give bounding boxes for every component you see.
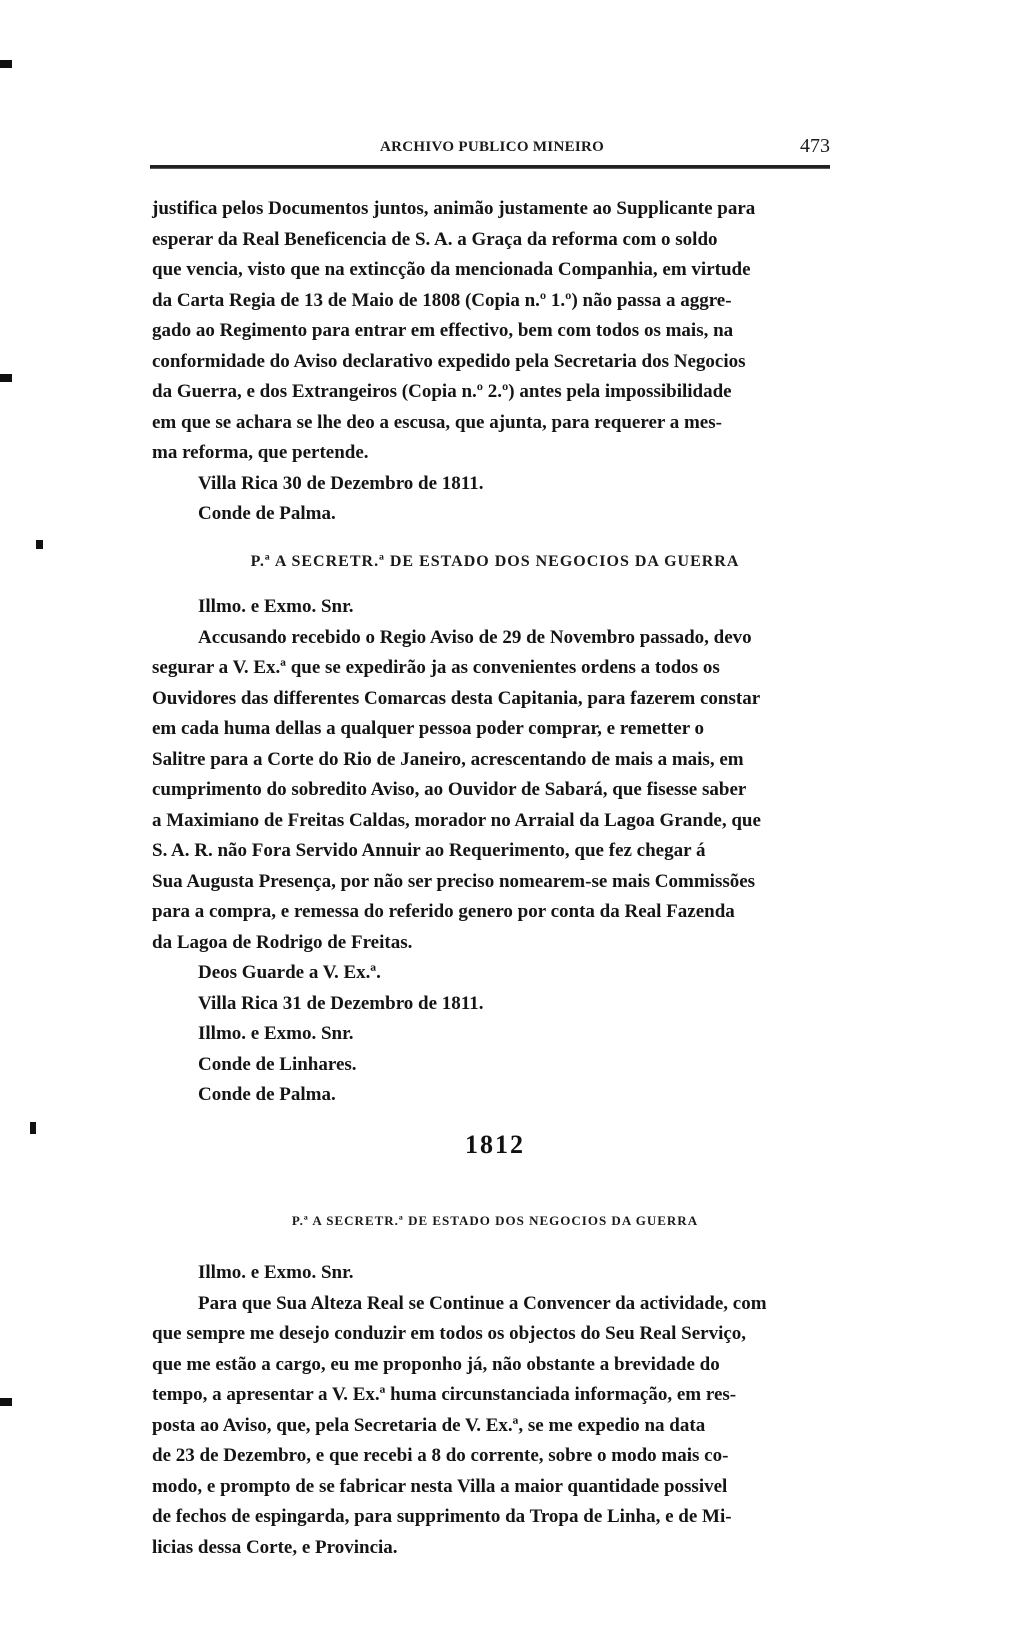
text-line: a Maximiano de Freitas Caldas, morador no Arraial da Lagoa Grande, que: [152, 809, 761, 831]
closing: Deos Guarde a V. Ex.ª.: [198, 962, 381, 983]
page-header: [150, 131, 830, 161]
text-line: segurar a V. Ex.ª que se expedirão ja as convenientes ordens a todos os: [152, 657, 720, 678]
text-line: para a compra, e remessa do referido genero por conta da Real Fazenda: [152, 901, 735, 922]
text-line: esperar da Real Beneficencia de S. A. a Graça da reforma com o soldo: [152, 228, 718, 250]
text-line: S. A. R. não Fora Servido Annuir ao Requerimento, que fez chegar á: [152, 840, 706, 861]
section-heading: P.ª A SECRETR.ª DE ESTADO DOS NEGOCIOS DA GUERRA: [291, 1213, 699, 1228]
recipient: Conde de Linhares.: [198, 1053, 357, 1075]
text-line: em que se achara se lhe deo a escusa, que ajunta, para requerer a mes-: [152, 411, 722, 433]
text-line: que me estão a cargo, eu me proponho já, não obstante a brevidade do: [152, 1353, 720, 1375]
text-line: da Guerra, e dos Extrangeiros (Copia n.º 2.º) antes pela impossibilidade: [152, 381, 732, 402]
salutation: Illmo. e Exmo. Snr.: [198, 596, 354, 617]
text-line: posta ao Aviso, que, pela Secretaria de V. Ex.ª, se me expedio na data: [152, 1414, 706, 1436]
place-date: Villa Rica 31 de Dezembro de 1811.: [198, 992, 484, 1014]
text-line: em cada huma dellas a qualquer pessoa poder comprar, e remetter o: [152, 718, 705, 739]
margin-mark: [30, 1122, 36, 1134]
text-line: Accusando recebido o Regio Aviso de 29 de Novembro passado, devo: [198, 626, 752, 648]
running-title: ARCHIVO PUBLICO MINEIRO: [380, 139, 605, 155]
margin-mark: [0, 374, 12, 382]
text-line: licias dessa Corte, e Provincia.: [152, 1536, 398, 1558]
margin-mark: [0, 1398, 12, 1406]
section-heading: P.ª A SECRETR.ª DE ESTADO DOS NEGOCIOS DA GUERRA: [250, 553, 740, 570]
text-line: gado ao Regimento para entrar em effectivo, bem com todos os mais, na: [152, 320, 734, 341]
text-line: de 23 de Dezembro, e que recebi a 8 do corrente, sobre o modo mais co-: [152, 1445, 729, 1466]
text-line: justifica pelos Documentos juntos, animão justamente ao Supplicante para: [152, 198, 756, 219]
text-line: Sua Augusta Presença, por não ser preciso nomearem-se mais Commissões: [152, 870, 756, 892]
text-line: Ouvidores das differentes Comarcas desta Capitania, para fazerem constar: [152, 687, 761, 709]
text-line: modo, e prompto de se fabricar nesta Villa a maior quantidade possivel: [152, 1475, 728, 1497]
place-date: Villa Rica 30 de Dezembro de 1811.: [198, 472, 484, 494]
margin-mark: [36, 540, 43, 549]
addressee: Illmo. e Exmo. Snr.: [198, 1023, 354, 1044]
page-number: 473: [800, 135, 830, 157]
document-block-3: [152, 1258, 838, 1563]
text-line: da Lagoa de Rodrigo de Freitas.: [152, 931, 413, 953]
text-line: cumprimento do sobredito Aviso, ao Ouvidor de Sabará, que fisesse saber: [152, 779, 747, 800]
text-line: conformidade do Aviso declarativo expedido pela Secretaria dos Negocios: [152, 350, 746, 372]
text-line: Para que Sua Alteza Real se Continue a Convencer da actividade, com: [198, 1292, 767, 1314]
text-line: que sempre me desejo conduzir em todos os objectos do Seu Real Serviço,: [152, 1323, 747, 1344]
text-line: ma reforma, que pertende.: [152, 442, 369, 463]
document-block-1: [152, 194, 838, 530]
signature: Conde de Palma.: [198, 503, 336, 524]
text-line: tempo, a apresentar a V. Ex.ª huma circunstanciada informação, em res-: [152, 1384, 737, 1405]
document-block-2: [152, 592, 838, 1111]
text-line: da Carta Regia de 13 de Maio de 1808 (Copia n.º 1.º) não passa a aggre-: [152, 289, 732, 311]
year-heading: 1812: [465, 1130, 525, 1159]
header-rule: [150, 165, 830, 169]
margin-mark: [0, 60, 12, 68]
text-line: Salitre para a Corte do Rio de Janeiro, acrescentando de mais a mais, em: [152, 748, 744, 770]
text-line: de fechos de espingarda, para supprimento da Tropa de Linha, e de Mi-: [152, 1506, 732, 1527]
text-line: que vencia, visto que na extincção da mencionada Companhia, em virtude: [152, 259, 751, 280]
signature: Conde de Palma.: [198, 1084, 336, 1105]
salutation: Illmo. e Exmo. Snr.: [198, 1262, 354, 1283]
